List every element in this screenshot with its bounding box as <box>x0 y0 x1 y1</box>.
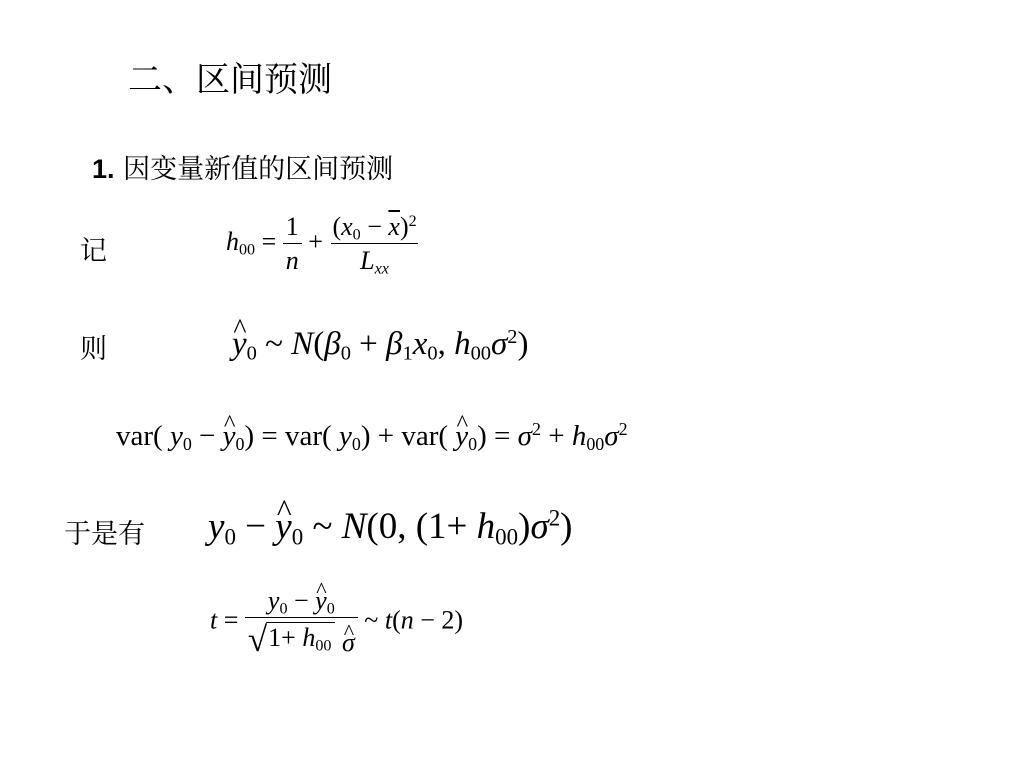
subsection-title-text: 因变量新值的区间预测 <box>123 154 394 185</box>
formula-t-statistic: t = $y_0$ − ^ $y_0$ √ $1+ h_{00}$ ^ σ ~ t(n − 2) <box>210 588 463 657</box>
subsection-title <box>92 150 393 189</box>
formula-h00-definition: $h_{00}$ = $\frac{1}{n}$ + $\frac{(x_0 - \overline{x})^2}{L_{xx}}$ <box>226 212 417 278</box>
formula-variance: var( $y_0$ − ^ $y_0) = var$( $y_0) + var$( ^ $y_0) = \sigma^2 + h_{00}\sigma^2$ <box>116 422 628 451</box>
label-then: 则 <box>80 334 107 365</box>
subsection-number: 1. <box>92 154 115 184</box>
label-therefore: 于是有 <box>64 519 145 550</box>
formula-difference-distribution: $y_0$ − ^ $y_0$ ~ N(0, $(1+ h_{00})\sigma^2$) <box>208 508 572 545</box>
section-title: 二、区间预测 <box>128 60 332 100</box>
label-note: 记 <box>80 236 107 267</box>
formula-y0hat-distribution: ^ $y_0$ ~ $N(\beta_0 + \beta_1x_0$, $h_{00}\sigma^2$) <box>232 328 529 361</box>
